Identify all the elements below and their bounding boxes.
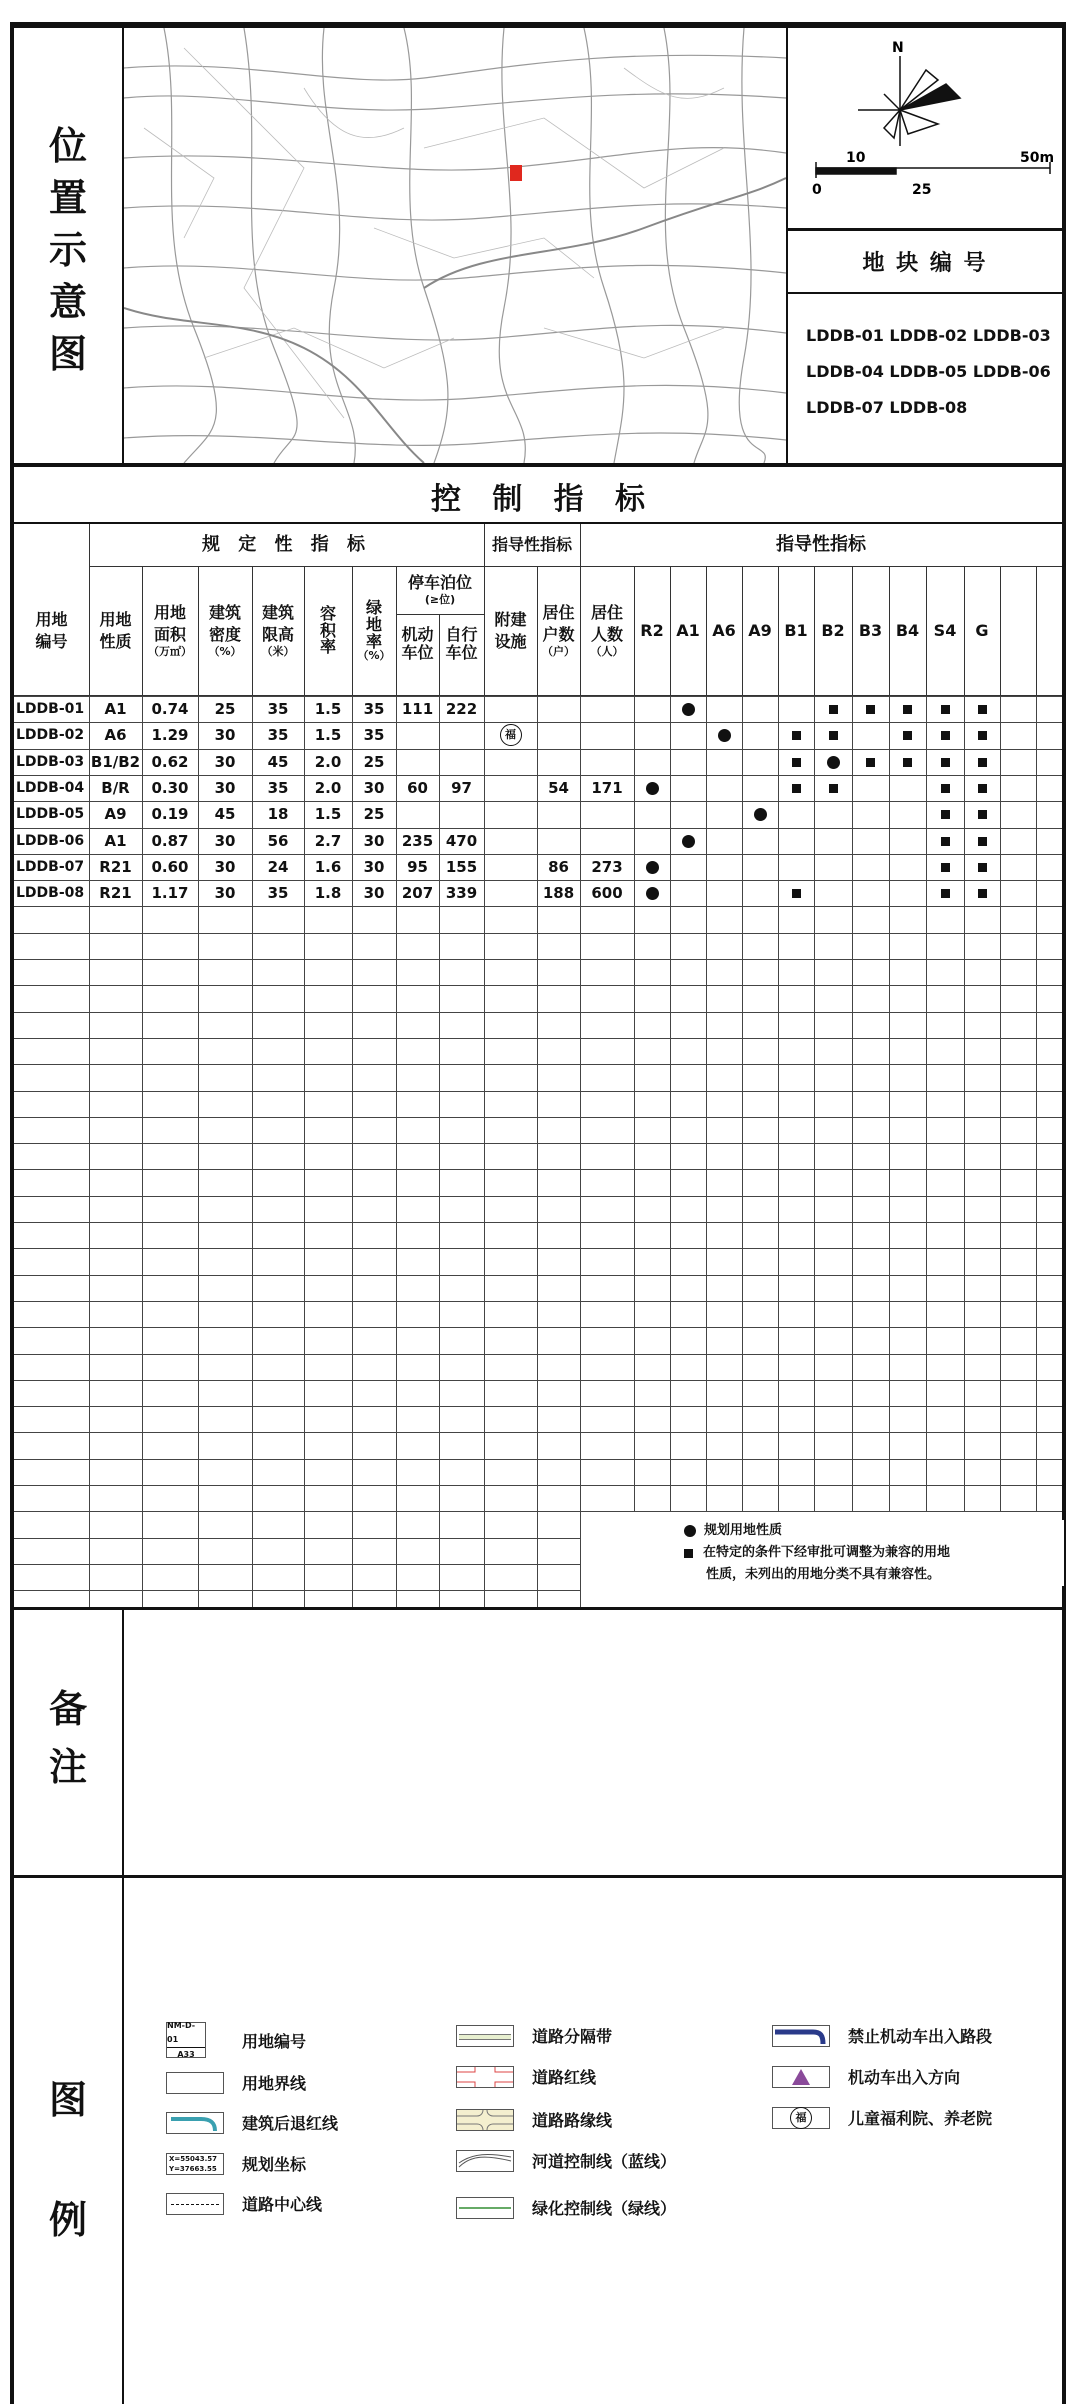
compatible-use-square	[926, 880, 964, 906]
row-area: 0.87	[151, 832, 189, 851]
row-density: 25	[214, 700, 236, 719]
table-grid-line	[14, 1012, 1062, 1013]
row-facility	[484, 722, 537, 748]
header-building-density: 建筑 密度 （%）	[208, 602, 242, 659]
compatible-use-square	[964, 801, 1000, 827]
row-bike: 155	[445, 858, 478, 877]
row-bike	[439, 722, 484, 748]
planned-use-dot	[634, 854, 670, 880]
block-title-underline	[788, 292, 1062, 294]
row-population	[580, 828, 634, 854]
row-population	[580, 749, 634, 775]
header-land-area: 用地 面积 （万㎡）	[148, 602, 192, 659]
row-density: 30	[214, 884, 236, 903]
compatible-use-square	[778, 775, 814, 801]
compatible-use-square	[926, 854, 964, 880]
table-grid-line	[14, 1248, 1062, 1249]
legend-red-line: 道路红线	[456, 2065, 596, 2088]
header-land-type-a6: A6	[712, 621, 736, 641]
legend-median: 道路分隔带	[456, 2024, 612, 2047]
row-green: 30	[363, 884, 385, 903]
planned-use-dot	[634, 880, 670, 906]
row-far: 1.8	[314, 884, 342, 903]
row-green: 30	[363, 779, 385, 798]
entry-direction-symbol	[772, 2066, 830, 2088]
planned-use-dot	[634, 775, 670, 801]
row-height: 56	[267, 832, 289, 851]
table-grid-line	[14, 1143, 1062, 1144]
legend-land-code: NM-D-01 A33 用地编号	[167, 2020, 307, 2059]
table-grid-line	[14, 1354, 1062, 1355]
table-grid-line	[778, 696, 779, 1607]
row-area: 0.60	[151, 858, 189, 877]
compatible-use-square	[852, 696, 889, 722]
compatible-use-square	[889, 696, 926, 722]
row-area: 1.17	[151, 884, 189, 903]
header-land-type-r2: R2	[640, 621, 664, 641]
row-households	[537, 828, 580, 854]
row-area: 1.29	[151, 726, 189, 745]
fu-icon: 福	[500, 724, 522, 746]
table-header	[14, 524, 1062, 696]
row-green: 25	[363, 753, 385, 772]
row-nature: B/R	[101, 779, 130, 798]
row-nature: A1	[104, 832, 127, 851]
table-grid-line	[1036, 566, 1037, 696]
row-population: 171	[591, 779, 623, 798]
row-nature: A9	[104, 805, 127, 824]
row-facility	[484, 696, 537, 722]
row-far: 1.5	[314, 805, 342, 824]
row-bike: 97	[451, 779, 472, 798]
row-height: 24	[267, 858, 289, 877]
header-land-nature: 用地 性质	[99, 610, 132, 651]
row-area: 0.30	[151, 779, 189, 798]
table-grid-line	[14, 1406, 1062, 1407]
block-number-line: LDDB-01 LDDB-02 LDDB-03	[806, 326, 1051, 345]
table-grid-line	[889, 696, 890, 1607]
row-height: 35	[267, 779, 289, 798]
row-motor: 95	[407, 858, 428, 877]
compatible-use-square	[778, 722, 814, 748]
legend-entry-direction: 机动车出入方向	[772, 2065, 960, 2088]
row-height: 45	[267, 753, 289, 772]
row-bike	[439, 749, 484, 775]
planned-use-dot	[670, 828, 706, 854]
table-grid-line	[706, 696, 707, 1607]
red-line-symbol	[456, 2066, 514, 2088]
location-label: 位 置 示 意 图	[48, 123, 87, 376]
header-population: 居住 人数 （人）	[590, 602, 624, 659]
row-nature: A1	[104, 700, 127, 719]
row-facility	[484, 854, 537, 880]
table-grid-line	[14, 1485, 1062, 1486]
road-network-illustration	[124, 28, 786, 463]
compatible-use-square	[964, 775, 1000, 801]
table-grid-line	[1036, 696, 1037, 1607]
row-households: 86	[548, 858, 569, 877]
header-far: 容 积 率	[319, 603, 336, 657]
header-parking: 停车泊位 (≥位)	[407, 572, 472, 607]
divider-top-section	[10, 463, 1066, 467]
row-motor: 111	[401, 700, 434, 719]
divider-notes-bottom	[10, 1875, 1066, 1878]
table-grid-line	[14, 1275, 1062, 1276]
header-land-type-a1: A1	[676, 621, 700, 641]
row-land-code: LDDB-01	[16, 701, 85, 718]
table-grid-line	[14, 985, 1062, 986]
row-nature: A6	[104, 726, 127, 745]
header-land-type-b3: B3	[858, 621, 883, 641]
compatible-use-square	[964, 854, 1000, 880]
row-motor	[396, 722, 439, 748]
compatible-use-square	[814, 696, 852, 722]
row-height: 35	[267, 700, 289, 719]
header-land-type-g: G	[975, 621, 989, 641]
group-header-guidance-1: 指导性指标	[491, 535, 572, 555]
legend-curb: 道路路缘线	[456, 2108, 612, 2131]
row-households	[537, 749, 580, 775]
blue-line-symbol	[456, 2150, 514, 2172]
legend-coordinate: X=55043.57 Y=37663.55 规划坐标	[166, 2152, 306, 2175]
row-density: 45	[214, 805, 236, 824]
table-grid-line	[852, 696, 853, 1607]
header-land-type-a9: A9	[748, 621, 772, 641]
scale-0: 0	[812, 182, 822, 198]
table-grid-line	[14, 1038, 1062, 1039]
compatible-use-square	[926, 828, 964, 854]
note-square: 在特定的条件下经审批可调整为兼容的用地	[684, 1542, 1064, 1564]
table-grid-line	[814, 696, 815, 1607]
table-body	[14, 696, 1062, 1607]
row-density: 30	[214, 726, 236, 745]
row-density: 30	[214, 753, 236, 772]
row-land-code: LDDB-06	[16, 833, 85, 850]
compatible-use-square	[964, 722, 1000, 748]
row-height: 35	[267, 884, 289, 903]
row-population	[580, 722, 634, 748]
row-far: 2.7	[314, 832, 342, 851]
row-density: 30	[214, 858, 236, 877]
row-motor	[396, 801, 439, 827]
scale-10: 10	[846, 150, 866, 166]
coordinate-symbol: X=55043.57 Y=37663.55	[166, 2153, 224, 2175]
curb-symbol	[456, 2109, 514, 2131]
table-grid-line	[14, 1380, 1062, 1381]
row-motor: 235	[401, 832, 434, 851]
table-grid-line	[14, 1117, 1062, 1118]
row-land-code: LDDB-07	[16, 859, 85, 876]
compatible-use-square	[814, 775, 852, 801]
compatible-use-square	[778, 880, 814, 906]
table-grid-line	[742, 696, 743, 1607]
table-grid-line	[1000, 566, 1001, 696]
row-area: 0.19	[151, 805, 189, 824]
row-bike: 339	[445, 884, 478, 903]
compatible-use-square	[926, 696, 964, 722]
block-number-title: 地 块 编 号	[862, 250, 988, 276]
notes-label: 备 注	[48, 1686, 87, 1789]
north-label: N	[892, 40, 904, 56]
green-line-symbol	[456, 2197, 514, 2219]
block-number-line: LDDB-04 LDDB-05 LDDB-06	[806, 362, 1051, 381]
planned-use-dot	[742, 801, 778, 827]
compass-block-divider	[788, 228, 1062, 231]
row-far: 2.0	[314, 753, 342, 772]
header-land-type-b1: B1	[784, 621, 808, 641]
legend-setback: 建筑后退红线	[166, 2111, 338, 2134]
compatible-use-square	[964, 880, 1000, 906]
header-green-ratio: 绿 地 率 （%）	[357, 598, 391, 663]
row-land-code: LDDB-08	[16, 885, 85, 902]
fu-icon: 福	[790, 2107, 812, 2129]
header-land-type-b4: B4	[895, 621, 920, 641]
table-grid-line	[14, 933, 1062, 934]
planned-use-dot	[706, 722, 742, 748]
row-bike: 470	[445, 832, 478, 851]
table-grid-line	[14, 1301, 1062, 1302]
header-motor-spaces: 机动 车位	[401, 625, 434, 662]
row-population: 273	[591, 858, 623, 877]
compatible-use-square	[926, 722, 964, 748]
row-far: 2.0	[314, 779, 342, 798]
row-far: 1.6	[314, 858, 342, 877]
scale-50m: 50m	[1020, 150, 1055, 166]
row-population	[580, 696, 634, 722]
setback-symbol	[166, 2112, 224, 2134]
scale-25: 25	[912, 182, 932, 198]
block-number-line: LDDB-07 LDDB-08	[806, 398, 968, 417]
row-far: 1.5	[314, 700, 342, 719]
header-households: 居住 户数 （户）	[542, 602, 575, 659]
row-households: 54	[548, 779, 569, 798]
note-square-cont: 性质，未列出的用地分类不具有兼容性。	[706, 1567, 941, 1582]
compass-scale-panel	[788, 28, 1062, 228]
row-facility	[484, 828, 537, 854]
block-number-list	[806, 318, 1062, 426]
row-nature: B1/B2	[90, 753, 141, 772]
legend-boundary: 用地界线	[166, 2071, 306, 2094]
table-grid-line	[14, 1222, 1062, 1223]
compatible-use-square	[889, 749, 926, 775]
planned-use-dot	[814, 749, 852, 775]
table-grid-line	[14, 1169, 1062, 1170]
compatible-use-square	[889, 722, 926, 748]
legend-centerline: 道路中心线	[166, 2192, 322, 2215]
location-map	[124, 28, 786, 463]
row-households	[537, 722, 580, 748]
table-grid-line	[1000, 696, 1001, 1607]
row-area: 0.74	[151, 700, 189, 719]
header-land-code: 用地 编号	[35, 610, 68, 651]
header-bike-spaces: 自行 车位	[445, 625, 478, 662]
row-nature: R21	[99, 884, 132, 903]
row-land-code: LDDB-04	[16, 780, 85, 797]
row-population: 600	[591, 884, 623, 903]
row-height: 35	[267, 726, 289, 745]
row-height: 18	[267, 805, 289, 824]
row-population	[580, 801, 634, 827]
table-title: 控 制 指 标	[431, 482, 645, 517]
table-grid-line	[14, 959, 1062, 960]
row-green: 25	[363, 805, 385, 824]
row-land-code: LDDB-03	[16, 754, 85, 771]
no-entry-symbol	[772, 2025, 830, 2047]
row-bike	[439, 801, 484, 827]
row-land-code: LDDB-02	[16, 727, 85, 744]
welfare-symbol	[772, 2107, 830, 2129]
row-households	[537, 696, 580, 722]
compatible-use-square	[926, 749, 964, 775]
row-green: 35	[363, 700, 385, 719]
row-area: 0.62	[151, 753, 189, 772]
table-grid-line	[14, 1196, 1062, 1197]
compatible-use-square	[814, 722, 852, 748]
compatible-use-square	[926, 775, 964, 801]
row-facility	[484, 880, 537, 906]
note-dot: 规划用地性质	[684, 1520, 1064, 1542]
divider-table-bottom	[10, 1607, 1066, 1610]
median-symbol	[456, 2025, 514, 2047]
table-grid-line	[14, 1459, 1062, 1460]
row-households: 188	[542, 884, 575, 903]
compatible-use-square	[964, 749, 1000, 775]
row-land-code: LDDB-05	[16, 806, 85, 823]
row-facility	[484, 775, 537, 801]
table-notes	[684, 1520, 1064, 1586]
header-land-type-s4: S4	[933, 621, 957, 641]
highlight-block	[510, 165, 522, 181]
row-far: 1.5	[314, 726, 342, 745]
side-divider-legend	[122, 1878, 124, 2404]
compass-rose	[788, 28, 1062, 228]
table-grid-line	[14, 1064, 1062, 1065]
compatible-use-square	[926, 801, 964, 827]
compatible-use-square	[778, 749, 814, 775]
row-motor: 207	[401, 884, 434, 903]
table-grid-line	[14, 1327, 1062, 1328]
row-density: 30	[214, 779, 236, 798]
row-motor: 60	[407, 779, 428, 798]
planned-use-dot	[670, 696, 706, 722]
row-facility	[484, 749, 537, 775]
row-green: 35	[363, 726, 385, 745]
legend-blue-line: 河道控制线（蓝线）	[456, 2149, 676, 2172]
group-header-guidance-2: 指导性指标	[776, 533, 866, 555]
legend-no-entry: 禁止机动车出入路段	[772, 2024, 992, 2047]
row-facility	[484, 801, 537, 827]
table-grid-line	[14, 1432, 1062, 1433]
legend-welfare: 福 儿童福利院、养老院	[772, 2106, 992, 2129]
compatible-use-square	[964, 828, 1000, 854]
row-nature: R21	[99, 858, 132, 877]
row-households	[537, 801, 580, 827]
row-density: 30	[214, 832, 236, 851]
group-header-regulatory: 规 定 性 指 标	[201, 533, 372, 555]
table-grid-line	[634, 696, 635, 1607]
row-green: 30	[363, 858, 385, 877]
row-bike: 222	[445, 700, 478, 719]
header-facility: 附建 设施	[494, 610, 527, 651]
compatible-use-square	[964, 696, 1000, 722]
table-grid-line	[14, 1091, 1062, 1092]
legend-green-line: 绿化控制线（绿线）	[456, 2196, 676, 2219]
boundary-symbol	[166, 2072, 224, 2094]
side-divider-notes	[122, 1610, 124, 1875]
row-motor	[396, 749, 439, 775]
land-code-symbol: NM-D-01 A33	[166, 2022, 206, 2058]
header-land-type-b2: B2	[821, 621, 845, 641]
centerline-symbol	[166, 2193, 224, 2215]
compatible-use-square	[852, 749, 889, 775]
header-height-limit: 建筑 限高 （米）	[261, 602, 295, 659]
row-green: 30	[363, 832, 385, 851]
legend-label: 图 例	[48, 2077, 87, 2242]
